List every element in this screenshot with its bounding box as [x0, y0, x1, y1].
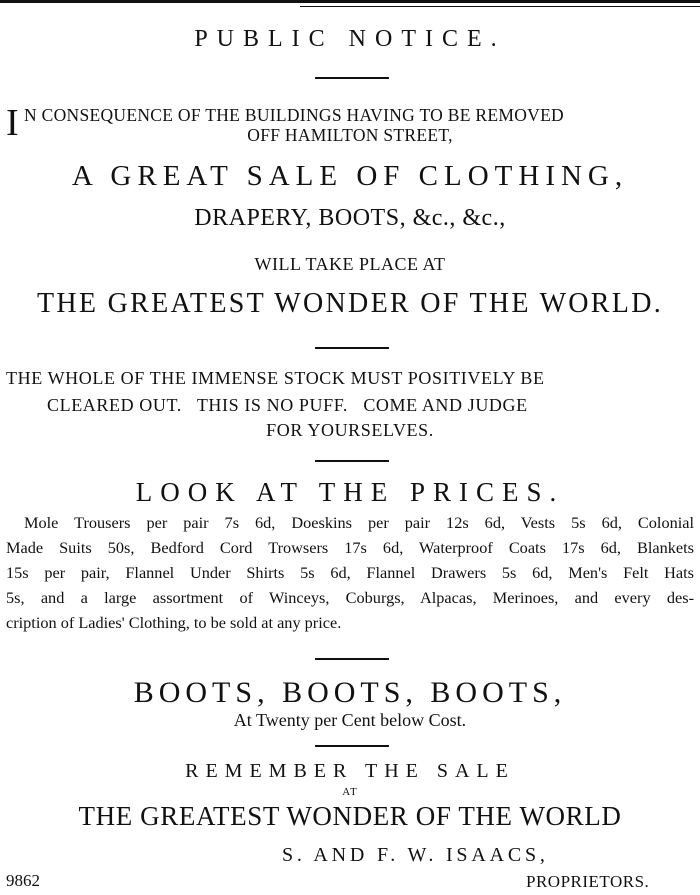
sale-headline: A GREAT SALE OF CLOTHING,	[71, 160, 629, 192]
stock-line-2: CLEARED OUT. THIS IS NO PUFF. COME AND JUDGE	[47, 395, 528, 415]
top-border-thin-rule	[300, 6, 700, 7]
proprietor-names: S. AND F. W. ISAACS,	[282, 844, 549, 866]
notice-title: PUBLIC NOTICE.	[194, 26, 506, 52]
separator-rule	[315, 745, 389, 747]
reference-number: 9862	[6, 871, 40, 890]
proprietors-label: PROPRIETORS.	[526, 872, 650, 891]
remember-sale-heading: REMEMBER THE SALE	[185, 760, 515, 782]
intro-drop-cap: I	[6, 102, 19, 144]
price-line: Mole Trousers per pair 7s 6d, Doeskins per pair 12s 6d, Vests 5s 6d, Colonial	[24, 513, 694, 532]
take-place-line: WILL TAKE PLACE AT	[254, 254, 446, 274]
separator-rule	[315, 77, 389, 79]
separator-rule	[315, 460, 389, 462]
separator-rule	[315, 347, 389, 349]
venue-name-repeat: THE GREATEST WONDER OF THE WORLD	[78, 801, 622, 831]
top-border-rule	[0, 0, 700, 3]
price-list-paragraph	[6, 510, 694, 635]
boots-discount-line: At Twenty per Cent below Cost.	[233, 710, 467, 730]
sale-subheadline: DRAPERY, BOOTS, &c., &c.,	[194, 205, 506, 231]
at-label: AT	[342, 786, 358, 798]
look-at-prices-heading: LOOK AT THE PRICES.	[135, 477, 565, 507]
boots-heading: BOOTS, BOOTS, BOOTS,	[133, 676, 567, 709]
price-line: 15s per pair, Flannel Under Shirts 5s 6d, Flannel Drawers 5s 6d, Men's Felt Hats	[6, 563, 694, 582]
intro-line-1: N CONSEQUENCE OF THE BUILDINGS HAVING TO BE REMOVED	[24, 105, 564, 125]
intro-line-2: OFF HAMILTON STREET,	[247, 125, 453, 145]
stock-line-3: FOR YOURSELVES.	[266, 420, 434, 440]
venue-name: THE GREATEST WONDER OF THE WORLD.	[36, 288, 664, 319]
stock-line-1: THE WHOLE OF THE IMMENSE STOCK MUST POSITIVELY BE	[6, 368, 545, 388]
separator-rule	[315, 658, 389, 660]
price-line: Made Suits 50s, Bedford Cord Trowsers 17s 6d, Waterproof Coats 17s 6d, Blankets	[6, 538, 694, 557]
price-line: 5s, and a large assortment of Winceys, Coburgs, Alpacas, Merinoes, and every des-	[6, 588, 694, 607]
price-line: cription of Ladies' Clothing, to be sold at any price.	[6, 613, 342, 632]
